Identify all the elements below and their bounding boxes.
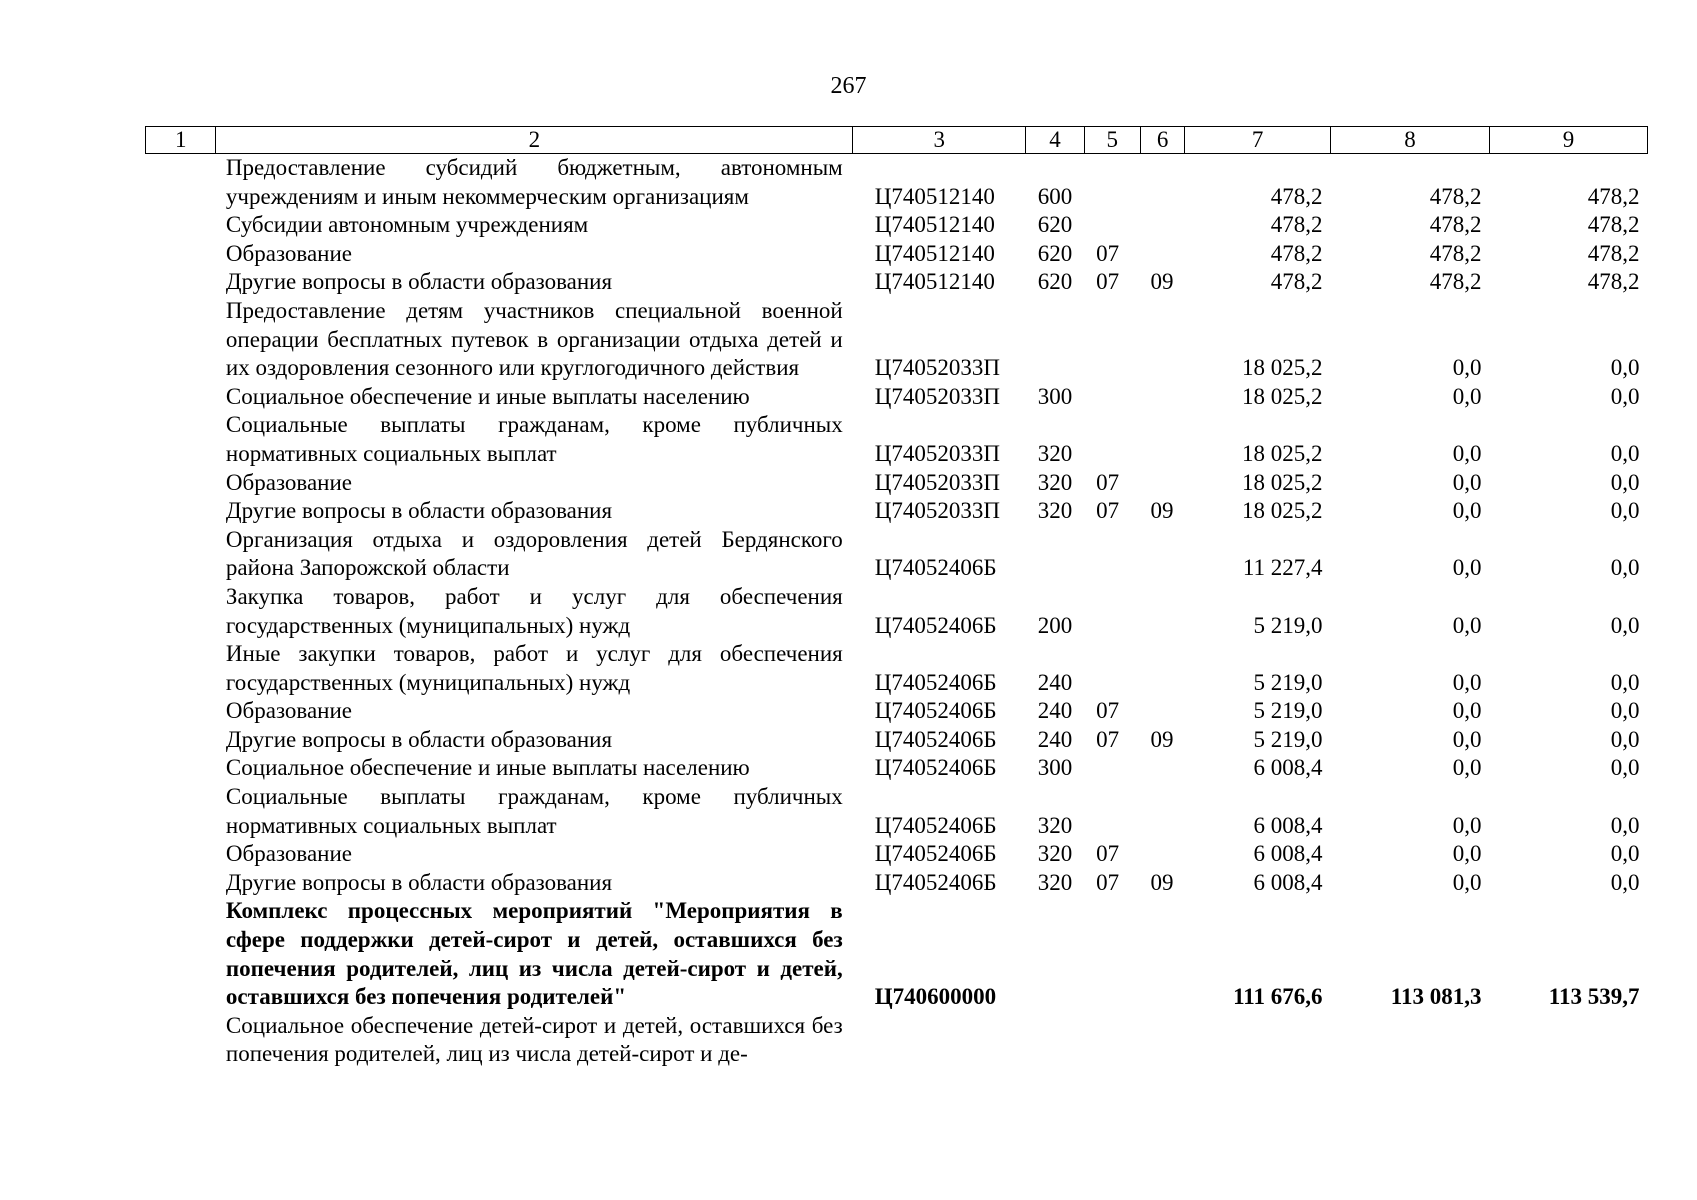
cell-amount-col-9: 0,0: [1610, 498, 1640, 524]
cell-section: [1084, 783, 1140, 840]
table-row: [146, 383, 1648, 412]
header-col-1: 1: [146, 127, 216, 154]
cell-section: 07: [1096, 841, 1120, 867]
cell-col-1: [146, 697, 216, 726]
cell-expense-type: 320: [1037, 440, 1073, 466]
cell-section: [1084, 897, 1140, 1011]
table-row: [146, 526, 1648, 583]
cell-col-1: [146, 640, 216, 697]
cell-subsection: 09: [1150, 726, 1174, 752]
cell-amount-col-9: 0,0: [1610, 812, 1640, 838]
cell-subsection: [1140, 297, 1184, 383]
cell-amount-col-7: 18 025,2: [1242, 355, 1323, 381]
table-row: [146, 583, 1648, 640]
cell-amount-col-7: 5 219,0: [1253, 698, 1323, 724]
table-row: [146, 240, 1648, 269]
table-row: [146, 869, 1648, 898]
cell-col-1: [146, 583, 216, 640]
cell-expense-type: 240: [1037, 669, 1073, 695]
cell-col-1: [146, 497, 216, 526]
cell-section: [1084, 1012, 1140, 1069]
cell-name: Образование: [225, 240, 352, 266]
cell-target-code: Ц74052406Б: [874, 755, 997, 781]
cell-amount-col-8: 478,2: [1429, 183, 1482, 209]
cell-section: 07: [1096, 498, 1120, 524]
cell-subsection: [1140, 154, 1184, 212]
table-row: [146, 268, 1648, 297]
cell-subsection: [1140, 469, 1184, 498]
cell-amount-col-7: 18 025,2: [1242, 440, 1323, 466]
cell-col-1: [146, 897, 216, 1011]
cell-expense-type: 320: [1037, 498, 1073, 524]
cell-subsection: [1140, 783, 1184, 840]
cell-expense-type: 620: [1037, 240, 1073, 266]
cell-name: Социальное обеспечение и иные выплаты населению: [225, 383, 750, 409]
cell-subsection: [1140, 754, 1184, 783]
cell-subsection: [1140, 526, 1184, 583]
cell-name: Другие вопросы в области образования: [225, 726, 613, 752]
cell-name: Социальное обеспечение и иные выплаты населению: [225, 755, 750, 781]
cell-subsection: [1140, 411, 1184, 468]
table-row: [146, 697, 1648, 726]
cell-col-1: [146, 783, 216, 840]
cell-col-1: [146, 840, 216, 869]
cell-col-1: [146, 268, 216, 297]
cell-col-1: [146, 411, 216, 468]
cell-subsection: 09: [1150, 498, 1174, 524]
cell-section: [1084, 154, 1140, 212]
cell-amount-col-8: 0,0: [1452, 383, 1482, 409]
cell-amount-col-9: 0,0: [1610, 440, 1640, 466]
cell-name: Другие вопросы в области образования: [225, 869, 613, 895]
header-col-2: 2: [216, 127, 853, 154]
cell-subsection: [1140, 640, 1184, 697]
header-col-6: 6: [1140, 127, 1184, 154]
cell-col-1: [146, 383, 216, 412]
cell-amount-col-8: 113 081,3: [1390, 984, 1482, 1010]
cell-amount-col-8: 0,0: [1452, 841, 1482, 867]
cell-target-code: Ц740512140: [874, 240, 995, 266]
cell-section: [1084, 640, 1140, 697]
cell-col-1: [146, 154, 216, 212]
table-row: [146, 297, 1648, 383]
cell-col-1: [146, 726, 216, 755]
cell-col-1: [146, 297, 216, 383]
cell-target-code: Ц74052406Б: [874, 726, 997, 752]
cell-expense-type: 600: [1037, 183, 1073, 209]
cell-expense-type: [1026, 1012, 1084, 1069]
cell-target-code: Ц74052406Б: [874, 698, 997, 724]
cell-expense-type: 240: [1037, 698, 1073, 724]
cell-expense-type: 300: [1037, 383, 1073, 409]
cell-amount-col-9: 478,2: [1587, 240, 1640, 266]
cell-amount-col-9: 0,0: [1610, 869, 1640, 895]
cell-amount-col-7: 5 219,0: [1253, 726, 1323, 752]
cell-expense-type: 320: [1037, 812, 1073, 838]
cell-name: Образование: [225, 469, 352, 495]
cell-target-code: Ц74052406Б: [874, 555, 997, 581]
cell-amount-col-9: [1489, 1012, 1647, 1069]
cell-section: [1084, 211, 1140, 240]
cell-expense-type: [1026, 897, 1084, 1011]
header-col-9: 9: [1489, 127, 1647, 154]
cell-amount-col-7: 6 008,4: [1253, 869, 1323, 895]
cell-subsection: 09: [1150, 269, 1174, 295]
table-row: [146, 726, 1648, 755]
table-row: [146, 411, 1648, 468]
cell-col-1: [146, 240, 216, 269]
cell-amount-col-8: 478,2: [1429, 269, 1482, 295]
cell-target-code: Ц74052406Б: [874, 841, 997, 867]
header-col-7: 7: [1185, 127, 1331, 154]
cell-section: [1084, 526, 1140, 583]
cell-name: Образование: [225, 698, 352, 724]
cell-name: Закупка товаров, работ и услуг для обеспечения государственных (муниципальных) нужд: [225, 583, 843, 638]
cell-amount-col-9: 0,0: [1610, 755, 1640, 781]
table-row: [146, 154, 1648, 212]
cell-amount-col-9: 0,0: [1610, 612, 1640, 638]
cell-amount-col-9: 0,0: [1610, 669, 1640, 695]
cell-expense-type: 320: [1037, 469, 1073, 495]
cell-subsection: [1140, 211, 1184, 240]
cell-section: 07: [1096, 698, 1120, 724]
cell-target-code: Ц74052033П: [874, 383, 1000, 409]
cell-amount-col-8: 0,0: [1452, 355, 1482, 381]
cell-expense-type: [1026, 297, 1084, 383]
cell-name: Социальные выплаты гражданам, кроме публичных нормативных социальных выплат: [225, 784, 843, 838]
cell-section: [1084, 411, 1140, 468]
cell-amount-col-9: 0,0: [1610, 726, 1640, 752]
table-row: [146, 840, 1648, 869]
header-col-5: 5: [1084, 127, 1140, 154]
cell-name: Социальное обеспечение детей-сирот и детей, оставшихся без попечения родителей, лиц из числа детей-сирот и де-: [225, 1012, 843, 1067]
cell-section: 07: [1096, 869, 1120, 895]
cell-section: [1084, 754, 1140, 783]
table-row: [146, 640, 1648, 697]
cell-amount-col-9: 478,2: [1587, 269, 1640, 295]
cell-amount-col-7: 18 025,2: [1242, 498, 1323, 524]
cell-amount-col-7: [1185, 1012, 1331, 1069]
table-header: [146, 127, 1648, 154]
cell-amount-col-8: 0,0: [1452, 755, 1482, 781]
table-row: [146, 754, 1648, 783]
cell-amount-col-8: 0,0: [1452, 469, 1482, 495]
table-row: [146, 783, 1648, 840]
cell-section: 07: [1096, 240, 1120, 266]
cell-expense-type: 200: [1037, 612, 1073, 638]
cell-name: Организация отдыха и оздоровления детей Бердянского района Запорожской области: [225, 526, 843, 581]
table-row: [146, 469, 1648, 498]
cell-amount-col-9: 478,2: [1587, 212, 1640, 238]
cell-expense-type: 620: [1037, 269, 1073, 295]
cell-subsection: [1140, 897, 1184, 1011]
cell-amount-col-7: 478,2: [1270, 212, 1323, 238]
cell-name: Иные закупки товаров, работ и услуг для обеспечения государственных (муниципальных) нужд: [225, 641, 843, 695]
cell-expense-type: 300: [1037, 755, 1073, 781]
cell-amount-col-8: 0,0: [1452, 612, 1482, 638]
cell-amount-col-9: 0,0: [1610, 469, 1640, 495]
cell-amount-col-8: 478,2: [1429, 212, 1482, 238]
cell-section: [1084, 297, 1140, 383]
cell-target-code: Ц74052406Б: [874, 812, 997, 838]
table-row: [146, 211, 1648, 240]
cell-amount-col-7: 18 025,2: [1242, 469, 1323, 495]
cell-name: Образование: [225, 841, 352, 867]
page-number: 267: [830, 73, 867, 99]
cell-target-code: Ц74052406Б: [874, 869, 997, 895]
cell-col-1: [146, 469, 216, 498]
cell-col-1: [146, 869, 216, 898]
cell-target-code: Ц740512140: [874, 269, 995, 295]
cell-amount-col-7: 11 227,4: [1242, 555, 1323, 581]
cell-section: [1084, 383, 1140, 412]
cell-subsection: [1140, 383, 1184, 412]
cell-expense-type: 320: [1037, 841, 1073, 867]
cell-target-code: Ц74052033П: [874, 498, 1000, 524]
cell-amount-col-7: 111 676,6: [1233, 984, 1323, 1010]
cell-amount-col-9: 478,2: [1587, 183, 1640, 209]
table-row: [146, 897, 1648, 1011]
cell-col-1: [146, 1012, 216, 1069]
cell-amount-col-7: 6 008,4: [1253, 812, 1323, 838]
table-row: [146, 497, 1648, 526]
cell-amount-col-8: 478,2: [1429, 240, 1482, 266]
cell-name: Предоставление детям участников специальной военной операции бесплатных путевок в организации отдыха детей и их оздоровления сезонного или круглогодичного действия: [225, 297, 843, 381]
table-row: [146, 1012, 1648, 1069]
cell-amount-col-8: 0,0: [1452, 869, 1482, 895]
cell-expense-type: 320: [1037, 869, 1073, 895]
cell-target-code: [853, 1012, 1026, 1069]
cell-amount-col-8: 0,0: [1452, 555, 1482, 581]
cell-name: Комплекс процессных мероприятий "Мероприятия в сфере поддержки детей-сирот и детей, оставшихся без попечения родителей, лиц из числа детей-сирот и детей, оставшихся без попечения родителей": [225, 898, 843, 1010]
cell-subsection: [1140, 583, 1184, 640]
cell-amount-col-8: 0,0: [1452, 440, 1482, 466]
header-col-8: 8: [1331, 127, 1490, 154]
cell-amount-col-7: 478,2: [1270, 269, 1323, 295]
budget-table: [145, 126, 1648, 1069]
cell-amount-col-7: 5 219,0: [1253, 612, 1323, 638]
cell-col-1: [146, 526, 216, 583]
cell-name: Социальные выплаты гражданам, кроме публичных нормативных социальных выплат: [225, 412, 843, 466]
cell-amount-col-9: 0,0: [1610, 355, 1640, 381]
cell-subsection: [1140, 240, 1184, 269]
table-body: [146, 154, 1648, 1070]
cell-subsection: [1140, 840, 1184, 869]
cell-amount-col-8: 0,0: [1452, 498, 1482, 524]
cell-amount-col-8: [1331, 1012, 1490, 1069]
cell-amount-col-9: 0,0: [1610, 383, 1640, 409]
cell-target-code: Ц74052033П: [874, 469, 1000, 495]
cell-amount-col-9: 113 539,7: [1548, 984, 1640, 1010]
cell-target-code: Ц74052033П: [874, 355, 1000, 381]
cell-amount-col-9: 0,0: [1610, 841, 1640, 867]
cell-target-code: Ц74052406Б: [874, 612, 997, 638]
cell-amount-col-7: 18 025,2: [1242, 383, 1323, 409]
cell-expense-type: 620: [1037, 212, 1073, 238]
cell-section: 07: [1096, 469, 1120, 495]
cell-name: Субсидии автономным учреждениям: [225, 212, 589, 238]
cell-amount-col-8: 0,0: [1452, 669, 1482, 695]
cell-expense-type: 240: [1037, 726, 1073, 752]
cell-amount-col-7: 478,2: [1270, 183, 1323, 209]
cell-target-code: Ц74052033П: [874, 440, 1000, 466]
cell-amount-col-7: 478,2: [1270, 240, 1323, 266]
header-col-4: 4: [1026, 127, 1084, 154]
cell-col-1: [146, 754, 216, 783]
cell-target-code: Ц740512140: [874, 212, 995, 238]
cell-amount-col-7: 6 008,4: [1253, 755, 1323, 781]
cell-section: 07: [1096, 269, 1120, 295]
cell-subsection: [1140, 697, 1184, 726]
cell-amount-col-7: 5 219,0: [1253, 669, 1323, 695]
cell-amount-col-8: 0,0: [1452, 726, 1482, 752]
cell-col-1: [146, 211, 216, 240]
cell-section: 07: [1096, 726, 1120, 752]
cell-target-code: Ц740600000: [874, 984, 997, 1010]
cell-name: Другие вопросы в области образования: [225, 498, 613, 524]
cell-expense-type: [1026, 526, 1084, 583]
cell-amount-col-9: 0,0: [1610, 555, 1640, 581]
cell-amount-col-9: 0,0: [1610, 698, 1640, 724]
cell-amount-col-7: 6 008,4: [1253, 841, 1323, 867]
cell-target-code: Ц740512140: [874, 183, 995, 209]
cell-name: Предоставление субсидий бюджетным, автономным учреждениям и иным некоммерческим организациям: [225, 155, 843, 209]
header-col-3: 3: [853, 127, 1026, 154]
cell-subsection: 09: [1150, 869, 1174, 895]
cell-target-code: Ц74052406Б: [874, 669, 997, 695]
cell-subsection: [1140, 1012, 1184, 1069]
cell-name: Другие вопросы в области образования: [225, 269, 613, 295]
cell-section: [1084, 583, 1140, 640]
cell-amount-col-8: 0,0: [1452, 812, 1482, 838]
cell-amount-col-8: 0,0: [1452, 698, 1482, 724]
